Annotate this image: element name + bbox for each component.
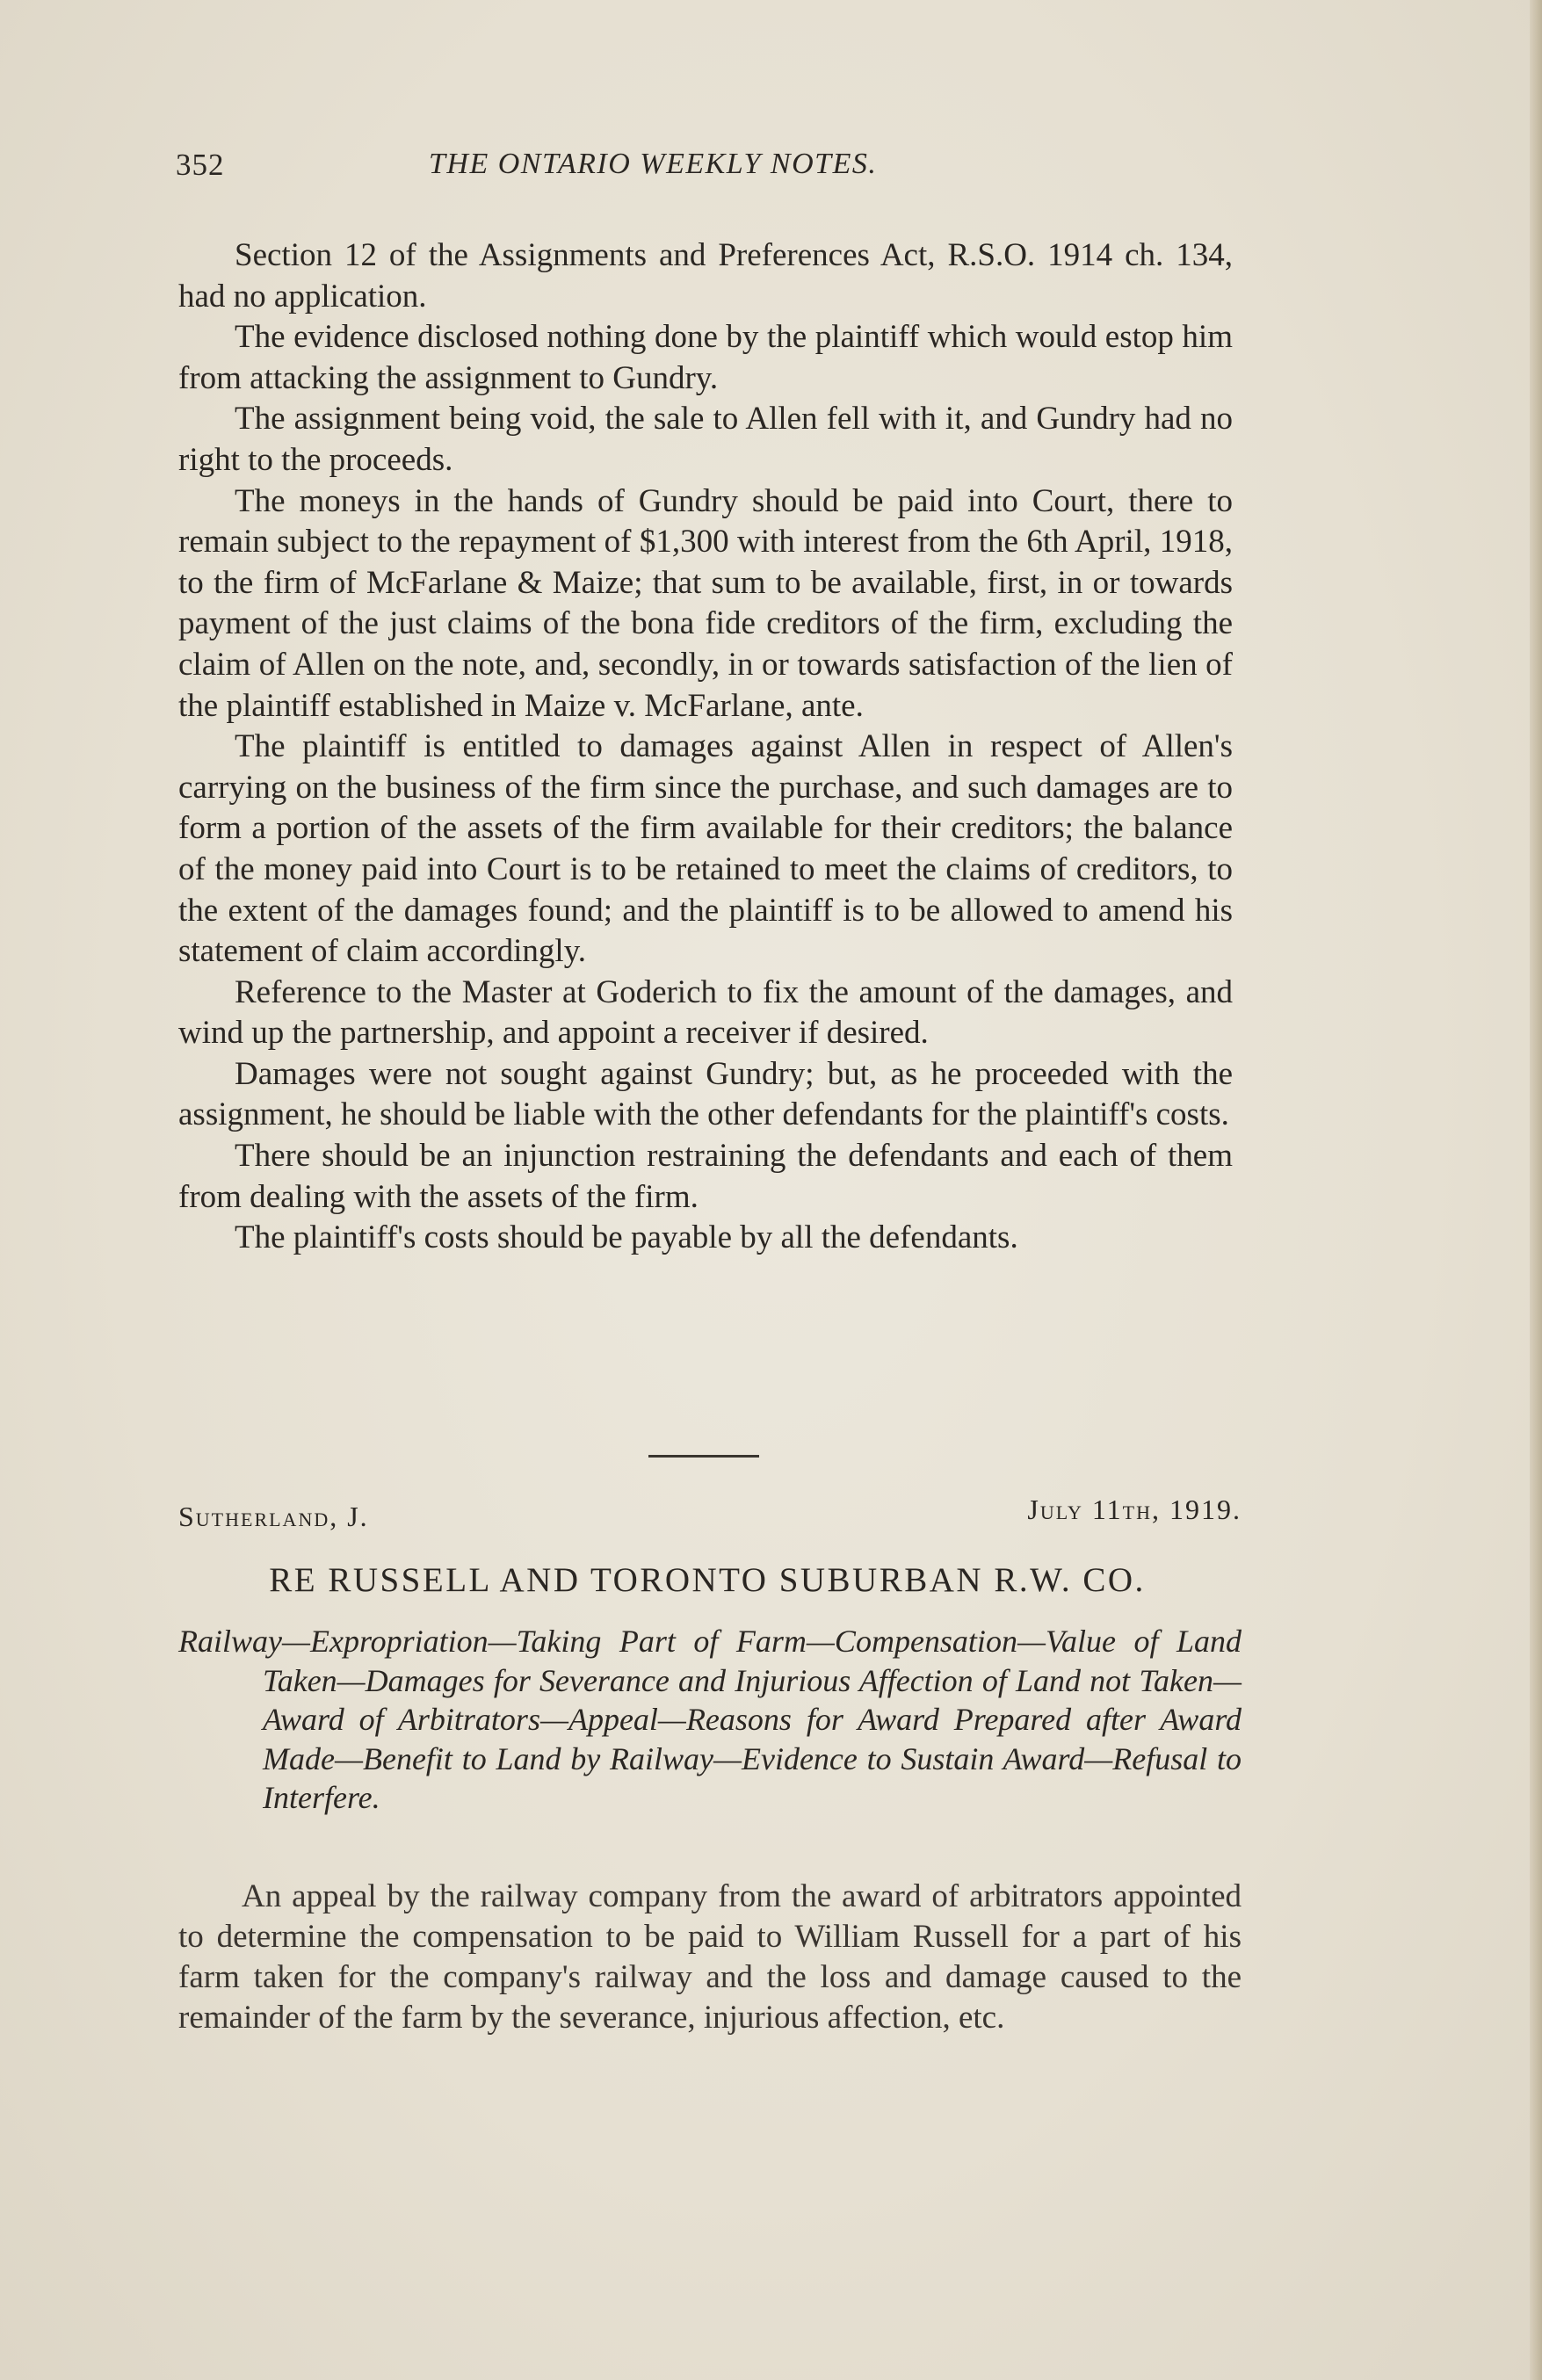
case-headnote: Railway—Expropriation—Taking Part of Farm—Compensation—Value of Land Taken—Damages for Severance and Injurious Affection of Land not Taken—Award of Arbitrators—Appeal—Reasons for Award Prepared after Award Made—Benefit to Land by Railway—Evidence to Sustain Award—Refusal to Interfere. — [178, 1624, 1242, 1815]
case-date: July 11th, 1919. — [1027, 1494, 1242, 1525]
paragraph: The plaintiff is entitled to damages against Allen in respect of Allen's carrying on the business of the firm since the purchase, and such damages are to form a portion of the assets of the firm available for their creditors; the balance of the money paid into Court is to be retained to meet the claims of creditors, to the extent of the damages found; and the plaintiff is to be allowed to amend his statement of claim accordingly. — [178, 728, 1233, 970]
paragraph: Section 12 of the Assignments and Preferences Act, R.S.O. 1914 ch. 134, had no application. — [178, 237, 1233, 315]
page-header — [176, 148, 1265, 200]
case-title: RE RUSSELL AND TORONTO SUBURBAN R.W. CO. — [269, 1561, 1146, 1599]
page-number: 352 — [176, 148, 225, 182]
paragraph: There should be an injunction restraining the defendants and each of them from dealing with the assets of the firm. — [178, 1138, 1233, 1215]
judge-name: Sutherland, J. — [178, 1501, 369, 1532]
page-edge — [1530, 0, 1542, 2380]
case-byline — [178, 1494, 1242, 1537]
paragraph: The plaintiff's costs should be payable by all the defendants. — [235, 1219, 1018, 1256]
body-text — [178, 235, 1233, 1259]
paragraph: The moneys in the hands of Gundry should be paid into Court, there to remain subject to the repayment of $1,300 with interest from the 6th April, 1918, to the firm of McFarlane & Maize; that sum to be available, first, in or towards payment of the just claims of the bona fide creditors of the firm, excluding the claim of Allen on the note, and, secondly, in or towards satisfaction of the lien of the plaintiff established in Maize v. McFarlane, ante. — [178, 482, 1233, 724]
paragraph: Damages were not sought against Gundry; but, as he proceeded with the assignment, he should be liable with the other defendants for the plaintiff's costs. — [178, 1055, 1233, 1133]
running-title: THE ONTARIO WEEKLY NOTES. — [429, 148, 878, 180]
paragraph: Reference to the Master at Goderich to fix the amount of the damages, and wind up the partnership, and appoint a receiver if desired. — [178, 973, 1233, 1052]
case-intro: An appeal by the railway company from the award of arbitrators appointed to determine the compensation to be paid to William Russell for a part of his farm taken for the company's railway and the loss and damage caused to the remainder of the farm by the severance, injurious affection, etc. — [178, 1878, 1242, 2036]
section-divider — [648, 1455, 759, 1458]
paragraph: The assignment being void, the sale to Allen fell with it, and Gundry had no right to the proceeds. — [178, 401, 1233, 478]
paragraph: The evidence disclosed nothing done by the plaintiff which would estop him from attacking the assignment to Gundry. — [178, 319, 1233, 396]
